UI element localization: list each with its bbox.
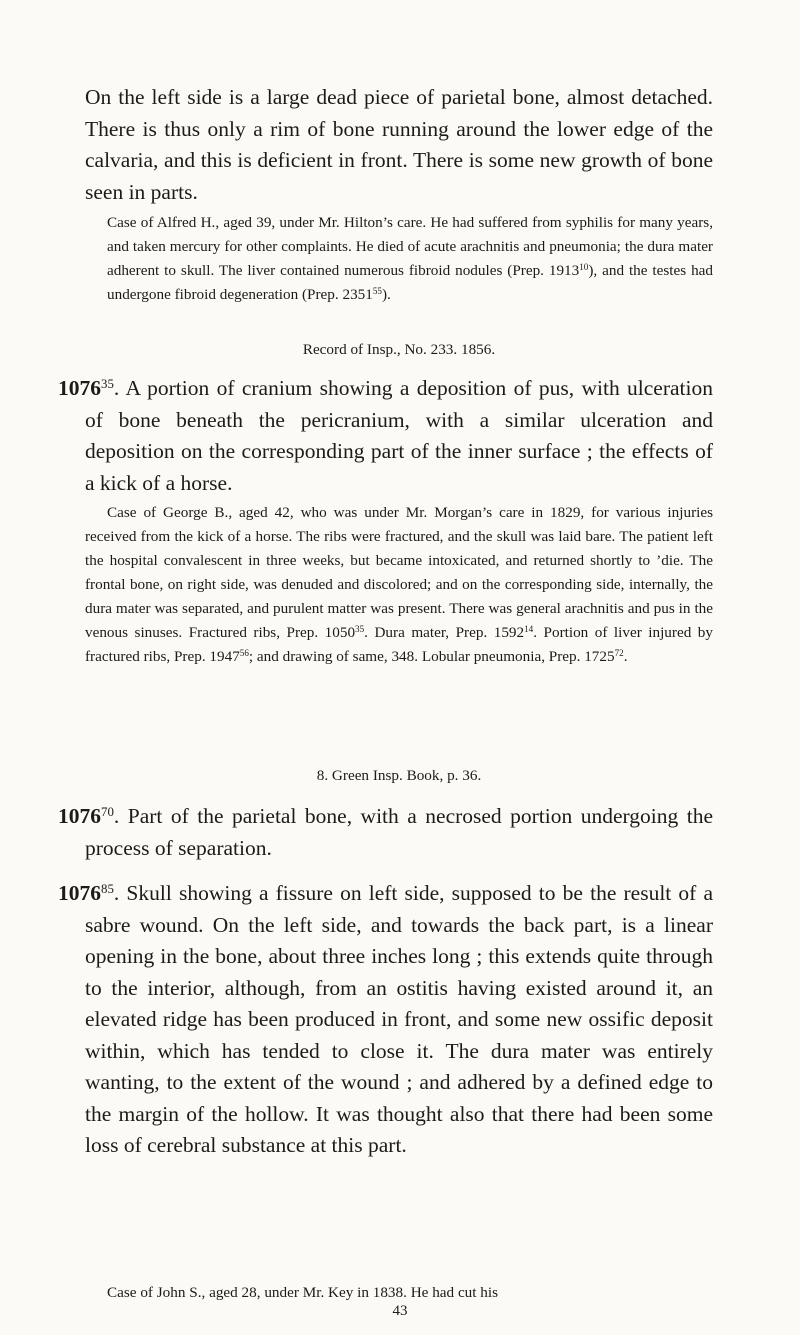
entry-description: A portion of cranium showing a deposition of pus, with ulceration of bone beneath the pericranium, with a similar ulceration and deposition on the corresponding part of the inner surface ; the effects of a kick of a horse.	[85, 376, 713, 495]
case-george-sup4: 72	[614, 647, 624, 658]
case-george-part5: .	[623, 648, 628, 665]
entry-1076-35-text: 1076$^{35}$. A portion of cranium showing a deposition of pus, with ulceration of bone beneath the pericranium, with a similar ulceration and deposition on the corresponding part of the inner surface ; the effects of a kick of a horse.	[58, 376, 713, 495]
case-george-sup2: 14	[524, 623, 534, 634]
entry-description: Skull showing a fissure on left side, supposed to be the result of a sabre wound. On the left side, and towards the back part, is a linear opening in the bone, about three inches long ; this extends quite through to the interior, although, from an ostitis having existed around it, an elevated ridge has been produced in front, and some new ossific deposit within, which has tended to close it. The dura mater was entirely wanting, to the extent of the wound ; and adhered by a defined edge to the margin of the hollow. It was thought also that there had been some loss of cerebral substance at this part.	[85, 881, 713, 1157]
entry-1076-35	[58, 373, 713, 499]
case-alfred-sup1: 10	[579, 261, 589, 272]
entry-number: 1076	[58, 376, 101, 400]
entry-description: Part of the parietal bone, with a necrosed portion undergoing the process of separation.	[85, 804, 714, 860]
entry-number-sup: 70	[101, 804, 114, 819]
case-alfred-text	[107, 211, 713, 307]
entry-1076-70-text: 1076$^{70}$. Part of the parietal bone, with a necrosed portion undergoing the process of separation.	[58, 804, 714, 860]
case-alfred-part3: ).	[381, 286, 391, 303]
case-george	[85, 501, 713, 669]
case-george-part1: Case of George B., aged 42, who was under Mr. Morgan’s care in 1829, for various injuries received from the kick of a horse. The ribs were fractured, and the skull was laid bare. The patient left the hospital convalescent in three weeks, but became intoxicated, and returned shortly to ’die. The frontal bone, on right side, was denuded and discolored; and on the corresponding side, internally, the dura mater was separated, and purulent matter was present. There was general arachnitis and pus in the venous sinuses. Fractured ribs, Prep. 1050	[85, 504, 713, 641]
case-george-part3: . Portion of liver injured by fractured ribs, Prep. 1947	[85, 624, 713, 665]
entry-number: 1076	[58, 881, 101, 905]
case-george-part4: ; and drawing of same, 348. Lobular pneumonia, Prep. 1725	[248, 648, 615, 665]
entry-1076-85-text: 1076$^{85}$. Skull showing a fissure on left side, supposed to be the result of a sabre wound. On the left side, and towards the back part, is a linear opening in the bone, about three inches long ; this extends quite through to the interior, although, from an ostitis having existed around it, an elevated ridge has been produced in front, and some new ossific deposit within, which has tended to close it. The dura mater was entirely wanting, to the extent of the wound ; and adhered by a defined edge to the margin of the hollow. It was thought also that there had been some loss of cerebral substance at this part.	[58, 881, 713, 1157]
page-number: 43	[392, 1303, 408, 1319]
case-george-sup1: 35	[355, 623, 365, 634]
case-john	[85, 1281, 713, 1305]
case-george-text	[85, 501, 713, 669]
entry-number-sup: 85	[101, 881, 114, 896]
case-george-sup3: 56	[239, 647, 249, 658]
insp-book-reference: 8. Green Insp. Book, p. 36.	[316, 767, 482, 784]
entry-1076-85	[58, 878, 713, 1162]
entry-number-sup: 35	[101, 376, 114, 391]
case-alfred-part1: Case of Alfred H., aged 39, under Mr. Hilton’s care. He had suffered from syphilis for many years, and taken mercury for other complaints. He died of acute arachnitis and pneumonia; the dura mater adherent to skull. The liver contained numerous fibroid nodules (Prep. 1913	[107, 214, 713, 279]
record-reference: Record of Insp., No. 233. 1856.	[302, 341, 496, 358]
entry-1076-70	[58, 801, 713, 864]
entry-number: 1076	[58, 804, 101, 828]
case-alfred-sup2: 55	[372, 285, 382, 296]
case-alfred	[107, 211, 713, 307]
case-alfred-part2: ), and the testes had undergone fibroid degeneration (Prep. 2351	[107, 262, 713, 303]
case-john-text: Case of John S., aged 28, under Mr. Key in 1838. He had cut his	[107, 1284, 499, 1301]
intro-block	[85, 82, 713, 208]
case-george-part2: . Dura mater, Prep. 1592	[364, 624, 525, 641]
intro-paragraph: On the left side is a large dead piece of parietal bone, almost detached. There is thus only a rim of bone running around the lower edge of the calvaria, and this is deficient in front. There is some new growth of bone seen in parts.	[85, 85, 713, 204]
